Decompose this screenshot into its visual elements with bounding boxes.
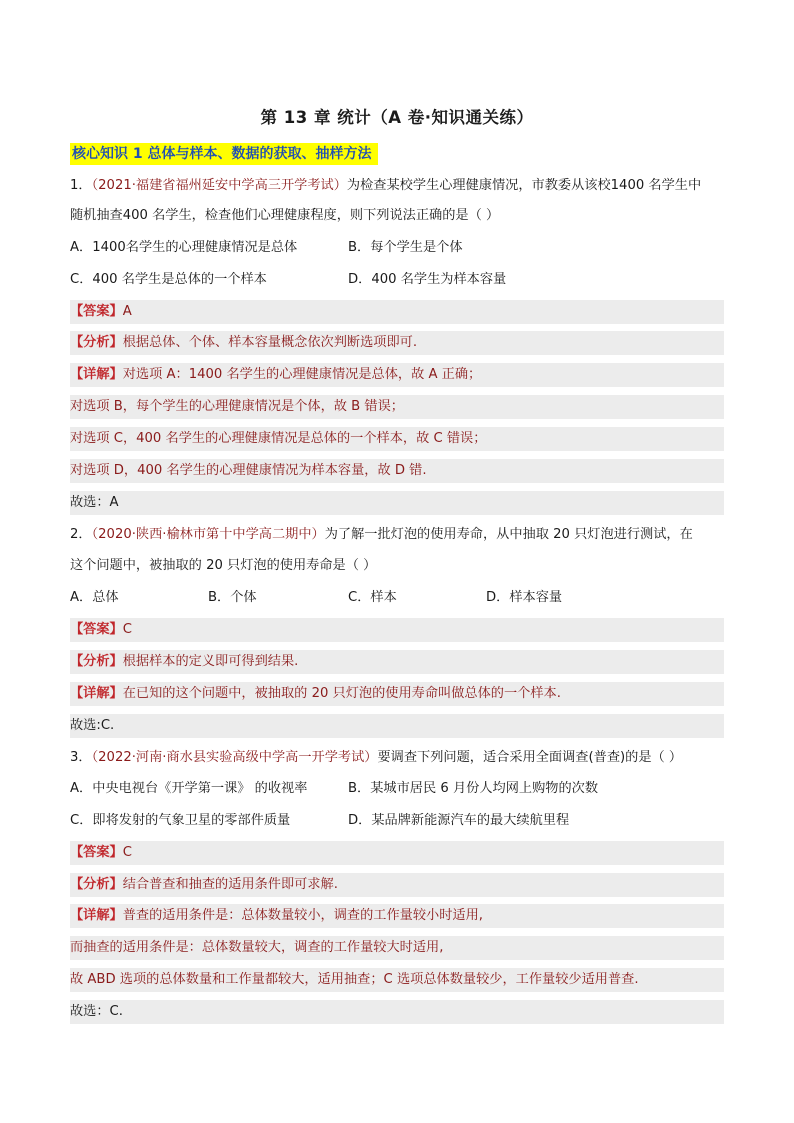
question-1-answer <box>70 300 724 324</box>
question-text: 为了解一批灯泡的使用寿命，从中抽取 20 只灯泡进行测试，在 <box>324 527 693 542</box>
page-title: 第 13 章 统计（A 卷·知识通关练） <box>260 108 534 127</box>
question-3-analysis <box>70 873 724 897</box>
analysis-tag: 【分析】 <box>70 654 123 669</box>
question-3-options-row2 <box>70 809 724 833</box>
option-c: C．400 名学生是总体的一个样本 <box>70 272 267 287</box>
question-1-detail-line1 <box>70 363 724 387</box>
section-heading: 核心知识 1 总体与样本、数据的获取、抽样方法 <box>70 143 378 165</box>
detail-tag: 【详解】 <box>70 367 123 382</box>
question-3-options-row1 <box>70 777 724 801</box>
question-2-detail <box>70 682 724 706</box>
analysis-text: 根据样本的定义即可得到结果. <box>122 654 299 669</box>
option-b: B．每个学生是个体 <box>348 240 463 255</box>
question-1-detail-line2: 对选项 B，每个学生的心理健康情况是个体，故 B 错误； <box>70 395 724 419</box>
option-c: C．样本 <box>348 590 397 605</box>
question-number: 1． <box>70 178 92 193</box>
option-d: D．某品牌新能源汽车的最大续航里程 <box>348 813 570 828</box>
question-2-stem <box>70 523 724 547</box>
option-d: D．400 名学生为样本容量 <box>348 272 507 287</box>
question-1-detail-line4: 对选项 D，400 名学生的心理健康情况为样本容量，故 D 错. <box>70 459 724 483</box>
detail-text: 普查的适用条件是：总体数量较小，调查的工作量较小时适用, <box>122 908 484 923</box>
question-2-options <box>70 586 724 610</box>
question-2-analysis <box>70 650 724 674</box>
question-number: 2． <box>70 527 92 542</box>
question-2-conclusion: 故选:C. <box>70 714 724 738</box>
question-text: 要调查下列问题，适合采用全面调查(普查)的是（ ） <box>377 750 683 765</box>
question-text: 为检查某校学生心理健康情况，市教委从该校1400 名学生中 <box>346 178 702 193</box>
option-b: B．个体 <box>208 590 257 605</box>
question-1-stem-line2: 随机抽查400 名学生，检查他们心理健康程度，则下列说法正确的是（ ） <box>70 208 500 223</box>
question-source: （2020·陕西·榆林市第十中学高二期中） <box>91 527 325 542</box>
question-3-answer <box>70 841 724 865</box>
analysis-tag: 【分析】 <box>70 877 123 892</box>
answer-value: C <box>122 622 132 637</box>
question-1-options-row2 <box>70 268 724 292</box>
option-b: B．某城市居民 6 月份人均网上购物的次数 <box>348 781 599 796</box>
detail-text: 在已知的这个问题中，被抽取的 20 只灯泡的使用寿命叫做总体的一个样本. <box>122 686 561 701</box>
question-3-detail-line1 <box>70 904 724 928</box>
question-3-conclusion: 故选：C. <box>70 1000 724 1024</box>
question-1-analysis <box>70 331 724 355</box>
question-1-conclusion: 故选：A <box>70 491 724 515</box>
analysis-text: 结合普查和抽查的适用条件即可求解. <box>122 877 338 892</box>
detail-tag: 【详解】 <box>70 908 123 923</box>
analysis-tag: 【分析】 <box>70 335 123 350</box>
option-a: A．中央电视台《开学第一课》 的收视率 <box>70 781 308 796</box>
option-a: A．总体 <box>70 590 119 605</box>
option-a: A．1400名学生的心理健康情况是总体 <box>70 240 298 255</box>
question-2-answer <box>70 618 724 642</box>
question-source: （2022·河南·商水县实验高级中学高一开学考试） <box>91 750 378 765</box>
answer-value: C <box>122 845 132 860</box>
answer-tag: 【答案】 <box>70 304 123 319</box>
question-3-stem <box>70 746 724 770</box>
answer-tag: 【答案】 <box>70 845 123 860</box>
question-3-detail-line2: 而抽查的适用条件是：总体数量较大，调查的工作量较大时适用, <box>70 936 724 960</box>
option-c: C．即将发射的气象卫星的零部件质量 <box>70 813 291 828</box>
question-3-detail-line3: 故 ABD 选项的总体数量和工作量都较大，适用抽查；C 选项总体数量较少，工作量较少适用普查. <box>70 968 724 992</box>
answer-value: A <box>122 304 132 319</box>
analysis-text: 根据总体、个体、样本容量概念依次判断选项即可. <box>122 335 418 350</box>
question-source: （2021·福建省福州延安中学高三开学考试） <box>91 178 347 193</box>
option-d: D．样本容量 <box>486 590 563 605</box>
question-1-stem <box>70 174 724 198</box>
question-1-options-row1 <box>70 236 724 260</box>
answer-tag: 【答案】 <box>70 622 123 637</box>
question-2-stem-line2: 这个问题中，被抽取的 20 只灯泡的使用寿命是（ ） <box>70 558 377 573</box>
detail-tag: 【详解】 <box>70 686 123 701</box>
question-number: 3． <box>70 750 92 765</box>
question-1-detail-line3: 对选项 C，400 名学生的心理健康情况是总体的一个样本，故 C 错误； <box>70 427 724 451</box>
detail-text: 对选项 A：1400 名学生的心理健康情况是总体，故 A 正确； <box>122 367 482 382</box>
